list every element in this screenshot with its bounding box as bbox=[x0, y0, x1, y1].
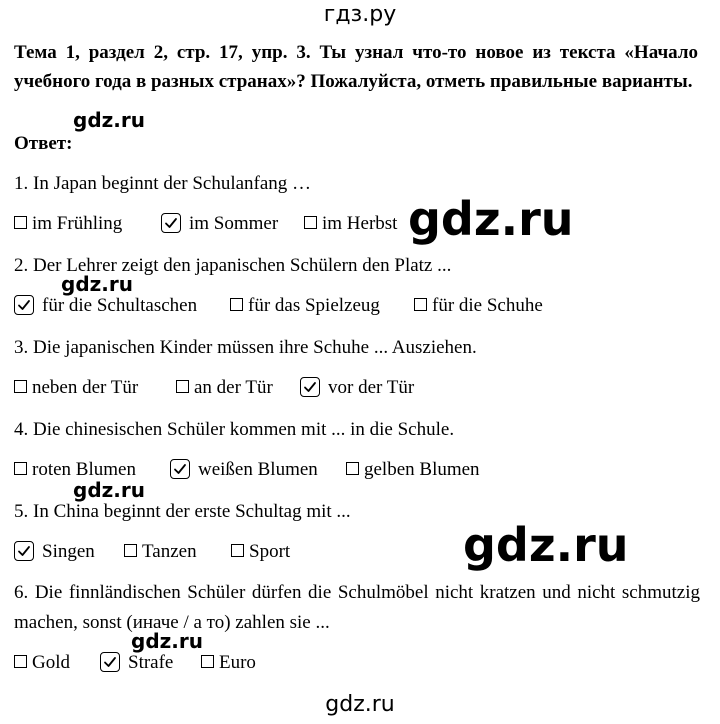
option-label: im Herbst bbox=[322, 213, 398, 234]
option-label: im Frühling bbox=[32, 213, 123, 234]
checkbox-empty-icon[interactable] bbox=[201, 655, 214, 668]
question-1-text: 1. In Japan beginnt der Schulanfang … bbox=[14, 173, 312, 194]
option[interactable] bbox=[300, 373, 414, 403]
watermark: gdz.ru bbox=[73, 478, 145, 502]
checkbox-checked-icon[interactable] bbox=[300, 377, 320, 397]
question-3-text: 3. Die japanischen Kinder müssen ihre Schuhe ... Ausziehen. bbox=[14, 337, 477, 358]
option-label: gelben Blumen bbox=[364, 459, 480, 480]
checkbox-empty-icon[interactable] bbox=[14, 216, 27, 229]
checkbox-empty-icon[interactable] bbox=[304, 216, 317, 229]
option-label: Strafe bbox=[128, 652, 174, 673]
question-4-text: 4. Die chinesischen Schüler kommen mit ... in die Schule. bbox=[14, 419, 455, 440]
option[interactable] bbox=[14, 373, 138, 403]
option-label: neben der Tür bbox=[32, 377, 139, 398]
option-label: für die Schuhe bbox=[432, 295, 543, 316]
option[interactable] bbox=[14, 537, 95, 567]
option[interactable] bbox=[14, 648, 70, 678]
option-label: Euro bbox=[219, 652, 256, 673]
option-label: für das Spielzeug bbox=[248, 295, 380, 316]
option[interactable] bbox=[124, 537, 197, 567]
option[interactable] bbox=[346, 455, 480, 485]
option-label: an der Tür bbox=[194, 377, 273, 398]
checkbox-empty-icon[interactable] bbox=[14, 380, 27, 393]
checkbox-empty-icon[interactable] bbox=[230, 298, 243, 311]
option[interactable] bbox=[14, 209, 122, 239]
watermark: gdz.ru bbox=[131, 629, 203, 653]
option[interactable] bbox=[201, 648, 256, 678]
option-label: im Sommer bbox=[189, 213, 279, 234]
option[interactable] bbox=[304, 209, 397, 239]
option-label: weißen Blumen bbox=[198, 459, 318, 480]
checkbox-empty-icon[interactable] bbox=[176, 380, 189, 393]
option-label: roten Blumen bbox=[32, 459, 136, 480]
checkbox-empty-icon[interactable] bbox=[14, 655, 27, 668]
option[interactable] bbox=[231, 537, 290, 567]
checkbox-checked-icon[interactable] bbox=[170, 459, 190, 479]
option-label: vor der Tür bbox=[328, 377, 415, 398]
question-5-text: 5. In China beginnt der erste Schultag mit ... bbox=[14, 501, 351, 522]
watermark: gdz.ru bbox=[408, 192, 574, 246]
watermark: gdz.ru bbox=[463, 518, 629, 572]
option[interactable] bbox=[161, 209, 278, 239]
checkbox-checked-icon[interactable] bbox=[161, 213, 181, 233]
watermark: gdz.ru bbox=[61, 272, 133, 296]
site-header: гдз.ру bbox=[323, 2, 397, 27]
checkbox-checked-icon[interactable] bbox=[14, 541, 34, 561]
checkbox-empty-icon[interactable] bbox=[346, 462, 359, 475]
checkbox-checked-icon[interactable] bbox=[100, 652, 120, 672]
question-6-text: 6. Die finnländischen Schüler dürfen die Schulmöbel nicht kratzen und nicht schmutzig machen, sonst (иначе / а то) zahlen sie ... bbox=[14, 582, 700, 633]
checkbox-empty-icon[interactable] bbox=[14, 462, 27, 475]
option-label: Tanzen bbox=[142, 541, 197, 562]
checkbox-empty-icon[interactable] bbox=[414, 298, 427, 311]
option[interactable] bbox=[230, 291, 380, 321]
checkbox-checked-icon[interactable] bbox=[14, 295, 34, 315]
question-2-text: 2. Der Lehrer zeigt den japanischen Schülern den Platz ... bbox=[14, 255, 452, 276]
option[interactable] bbox=[176, 373, 273, 403]
watermark: gdz.ru bbox=[73, 108, 145, 132]
option-label: Singen bbox=[42, 541, 95, 562]
option-label: für die Schultaschen bbox=[42, 295, 198, 316]
option[interactable] bbox=[170, 455, 318, 485]
site-footer: gdz.ru bbox=[325, 692, 395, 717]
option[interactable] bbox=[414, 291, 543, 321]
checkbox-empty-icon[interactable] bbox=[231, 544, 244, 557]
option-label: Gold bbox=[32, 652, 70, 673]
checkbox-empty-icon[interactable] bbox=[124, 544, 137, 557]
option-label: Sport bbox=[249, 541, 291, 562]
task-title: Тема 1, раздел 2, стр. 17, упр. 3. Ты узнал что-то новое из текста «Начало учебного года в разных странах»? Пожалуйста, отметь правильные варианты. bbox=[14, 42, 698, 92]
answer-label: Ответ: bbox=[14, 133, 73, 154]
